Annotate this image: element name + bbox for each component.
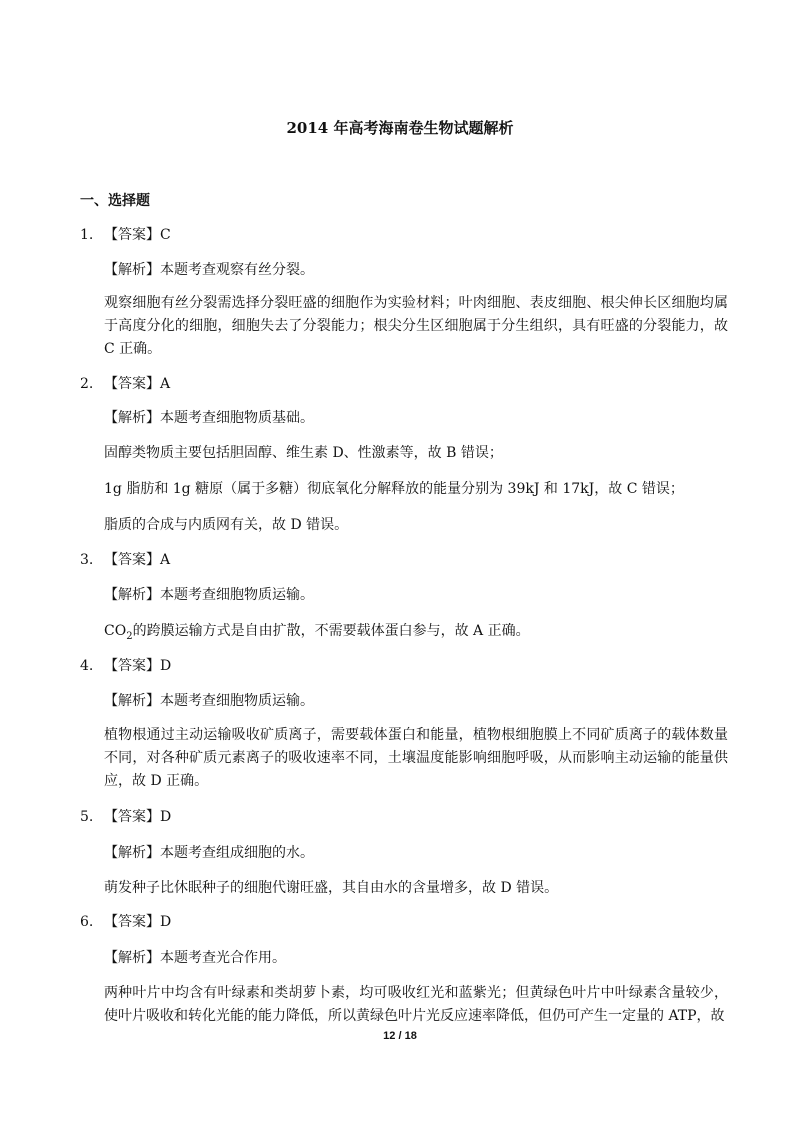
analysis-line: 【解析】本题考查光合作用。 <box>104 950 286 966</box>
explanation-paragraph: 脂质的合成与内质网有关，故 D 错误。 <box>104 517 349 533</box>
co2-subscript: 2 <box>126 630 133 642</box>
answer-line: 【答案】D <box>104 658 172 674</box>
explanation-paragraph <box>104 622 530 646</box>
page-title: 2014 年高考海南卷生物试题解析 <box>286 119 514 137</box>
question-number: 6. <box>80 914 94 930</box>
question-number: 5. <box>80 809 94 825</box>
question-number: 4. <box>80 658 94 674</box>
analysis-line: 【解析】本题考查细胞物质运输。 <box>104 587 314 603</box>
analysis-line: 【解析】本题考查细胞物质运输。 <box>104 693 314 709</box>
analysis-line: 【解析】本题考查细胞物质基础。 <box>104 410 314 426</box>
question-number: 1. <box>80 227 94 243</box>
explanation-paragraph: 两种叶片中均含有叶绿素和类胡萝卜素，均可吸收红光和蓝紫光；但黄绿色叶片中叶绿素含量较少，使叶片吸收和转化光能的能力降低，所以黄绿色叶片光反应速率降低，但仍可产生一定量的 ATP，故 <box>104 985 728 1024</box>
answer-line: 【答案】A <box>104 552 171 568</box>
answer-line: 【答案】D <box>104 914 172 930</box>
explanation-paragraph: 植物根通过主动运输吸收矿质离子，需要载体蛋白和能量，植物根细胞膜上不同矿质离子的载体数量不同，对各种矿质元素离子的吸收速率不同，土壤温度能影响细胞呼吸，从而影响主动运输的能量供应，故 D 正确。 <box>104 727 728 789</box>
analysis-line: 【解析】本题考查观察有丝分裂。 <box>104 262 314 278</box>
co2-text: CO <box>104 623 127 639</box>
co2-rest: 的跨膜运输方式是自由扩散，不需要载体蛋白参与，故 A 正确。 <box>132 623 530 639</box>
question-number: 2. <box>80 376 94 392</box>
explanation-paragraph: 1g 脂肪和 1g 糖原（属于多糖）彻底氧化分解释放的能量分别为 39kJ 和 17kJ，故 C 错误； <box>104 481 684 497</box>
explanation-paragraph: 萌发种子比休眠种子的细胞代谢旺盛，其自由水的含量增多，故 D 错误。 <box>104 880 559 896</box>
analysis-line: 【解析】本题考查组成细胞的水。 <box>104 845 314 861</box>
answer-line: 【答案】A <box>104 376 171 392</box>
question-number: 3. <box>80 552 94 568</box>
explanation-paragraph: 观察细胞有丝分裂需选择分裂旺盛的细胞作为实验材料；叶肉细胞、表皮细胞、根尖伸长区细胞均属于高度分化的细胞，细胞失去了分裂能力；根尖分生区细胞属于分生组织，具有旺盛的分裂能力，故 C 正确。 <box>104 295 728 357</box>
page-number: 12 / 18 <box>383 1030 417 1042</box>
answer-line: 【答案】C <box>104 227 171 243</box>
explanation-paragraph: 固醇类物质主要包括胆固醇、维生素 D、性激素等，故 B 错误； <box>104 445 503 461</box>
answer-line: 【答案】D <box>104 809 172 825</box>
section-heading: 一、选择题 <box>80 193 150 209</box>
